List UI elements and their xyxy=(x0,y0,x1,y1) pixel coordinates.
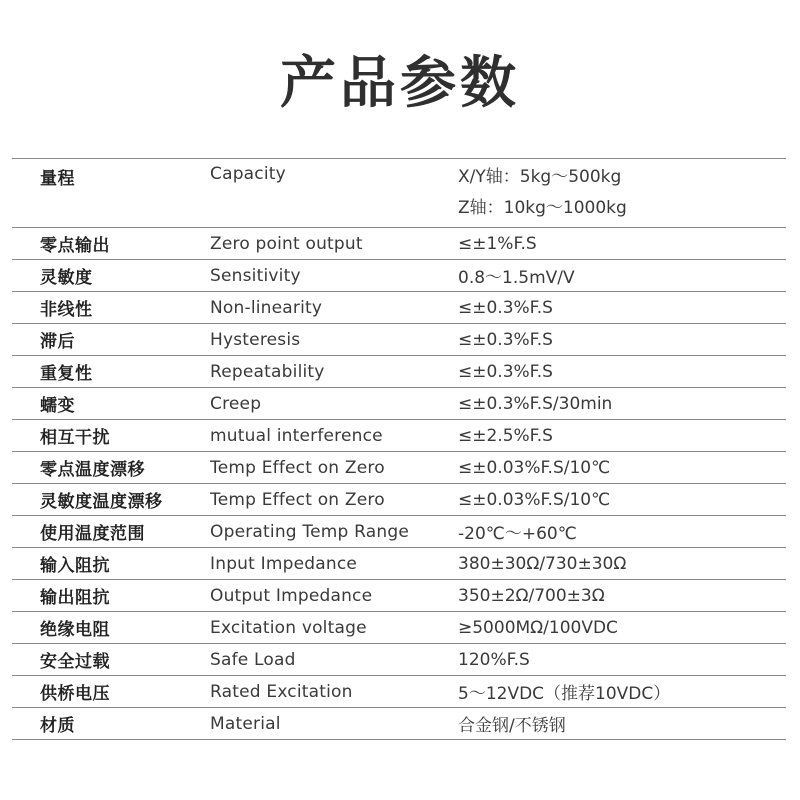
spec-row-hysteresis xyxy=(12,324,786,356)
spec-name-en: Input Impedance xyxy=(210,548,458,580)
spec-value: ≤±0.03%F.S/10℃ xyxy=(458,452,786,484)
spec-name-cn: 输入阻抗 xyxy=(12,548,210,580)
spec-row-sensitivity xyxy=(12,260,786,292)
spec-name-cn: 输出阻抗 xyxy=(12,580,210,612)
spec-name-en: Sensitivity xyxy=(210,260,458,292)
spec-name-en: Excitation voltage xyxy=(210,612,458,644)
spec-row-output-impedance xyxy=(12,580,786,612)
spec-row-creep xyxy=(12,388,786,420)
spec-name-cn: 非线性 xyxy=(12,292,210,324)
spec-value: ≤±1%F.S xyxy=(458,228,786,260)
spec-name-cn: 绝缘电阻 xyxy=(12,612,210,644)
spec-name-en: Temp Effect on Zero xyxy=(210,452,458,484)
page-title: 产品参数 xyxy=(280,51,520,116)
spec-value: 0.8～1.5mV/V xyxy=(458,260,786,292)
spec-value: ≥5000MΩ/100VDC xyxy=(458,612,786,644)
spec-row-repeatability xyxy=(12,356,786,388)
spec-name-cn: 重复性 xyxy=(12,356,210,388)
spec-value: ≤±0.3%F.S xyxy=(458,356,786,388)
spec-value: 合金钢/不锈钢 xyxy=(458,708,786,740)
spec-value: ≤±2.5%F.S xyxy=(458,420,786,452)
spec-name-cn: 量程 xyxy=(12,159,210,228)
spec-name-cn: 零点输出 xyxy=(12,228,210,260)
spec-row-safe-load xyxy=(12,644,786,676)
spec-row-capacity xyxy=(12,159,786,228)
spec-row-rated-excitation xyxy=(12,676,786,708)
spec-row-material xyxy=(12,708,786,740)
spec-row-operating-temp xyxy=(12,516,786,548)
spec-name-en: Non-linearity xyxy=(210,292,458,324)
spec-row-input-impedance xyxy=(12,548,786,580)
spec-value: ≤±0.3%F.S/30min xyxy=(458,388,786,420)
spec-name-en: Repeatability xyxy=(210,356,458,388)
spec-name-en: mutual interference xyxy=(210,420,458,452)
spec-value xyxy=(458,159,786,228)
spec-name-en: Operating Temp Range xyxy=(210,516,458,548)
spec-value: -20℃～+60℃ xyxy=(458,516,786,548)
spec-name-en: Material xyxy=(210,708,458,740)
spec-row-zero-output xyxy=(12,228,786,260)
spec-name-cn: 材质 xyxy=(12,708,210,740)
spec-name-cn: 安全过载 xyxy=(12,644,210,676)
spec-value: 380±30Ω/730±30Ω xyxy=(458,548,786,580)
spec-name-cn: 滞后 xyxy=(12,324,210,356)
spec-value: ≤±0.3%F.S xyxy=(458,292,786,324)
spec-name-cn: 零点温度漂移 xyxy=(12,452,210,484)
spec-name-en: Output Impedance xyxy=(210,580,458,612)
spec-value: 120%F.S xyxy=(458,644,786,676)
spec-name-en: Capacity xyxy=(210,159,458,228)
spec-name-cn: 使用温度范围 xyxy=(12,516,210,548)
spec-name-en: Temp Effect on Zero xyxy=(210,484,458,516)
spec-value-line-xy: X/Y轴：5kg～500kg xyxy=(458,167,622,187)
spec-name-en: Rated Excitation xyxy=(210,676,458,708)
spec-name-cn: 灵敏度 xyxy=(12,260,210,292)
spec-value: ≤±0.3%F.S xyxy=(458,324,786,356)
spec-name-cn: 供桥电压 xyxy=(12,676,210,708)
spec-row-mutual-interference xyxy=(12,420,786,452)
spec-row-sensitivity-temp-drift xyxy=(12,484,786,516)
spec-name-cn: 相互干扰 xyxy=(12,420,210,452)
spec-row-zero-temp-drift xyxy=(12,452,786,484)
spec-value: 350±2Ω/700±3Ω xyxy=(458,580,786,612)
spec-name-cn: 灵敏度温度漂移 xyxy=(12,484,210,516)
spec-name-en: Hysteresis xyxy=(210,324,458,356)
spec-name-en: Safe Load xyxy=(210,644,458,676)
spec-value-line-z: Z轴：10kg～1000kg xyxy=(458,198,627,218)
spec-value: ≤±0.03%F.S/10℃ xyxy=(458,484,786,516)
spec-name-cn: 蠕变 xyxy=(12,388,210,420)
spec-value: 5～12VDC（推荐10VDC） xyxy=(458,676,786,708)
spec-row-non-linearity xyxy=(12,292,786,324)
spec-name-en: Creep xyxy=(210,388,458,420)
spec-row-insulation-resistance xyxy=(12,612,786,644)
spec-table xyxy=(12,158,786,740)
spec-name-en: Zero point output xyxy=(210,228,458,260)
